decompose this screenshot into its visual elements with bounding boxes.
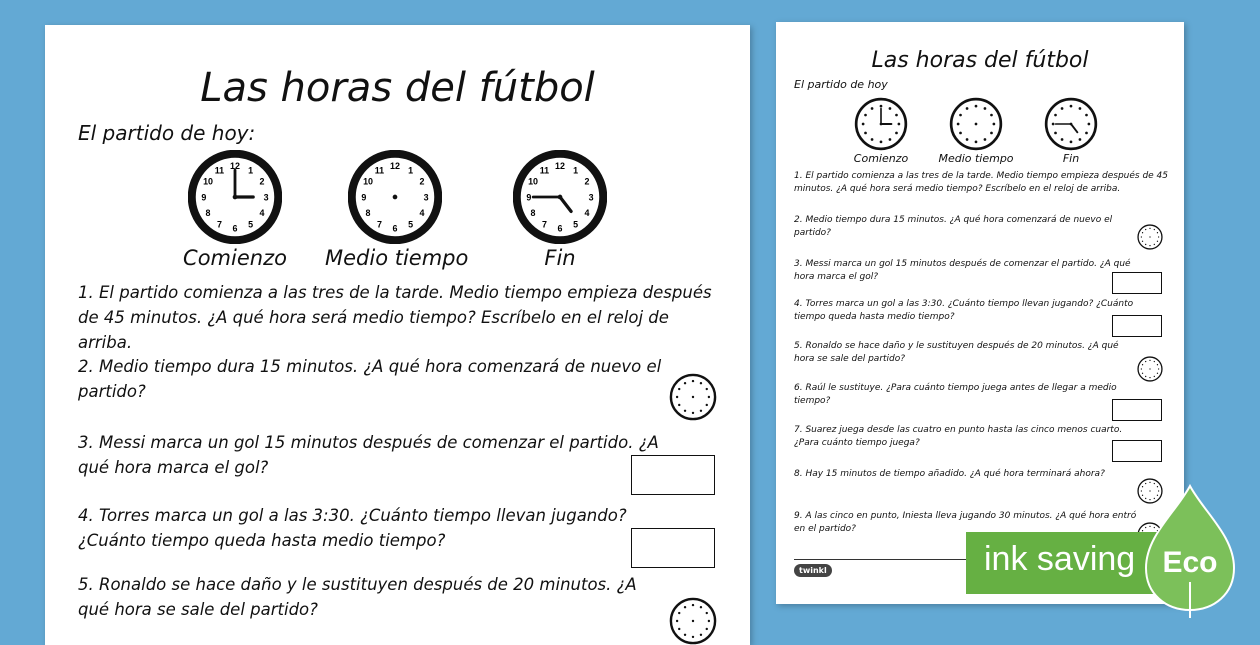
- clock-tick: [706, 612, 708, 614]
- clock-tick: [1142, 364, 1143, 365]
- clock-tick: [975, 141, 978, 144]
- clock-tick: [1141, 368, 1142, 369]
- clock-end-label: Fin: [544, 246, 576, 270]
- clock-tick: [692, 636, 694, 638]
- clock-tick: [895, 114, 898, 117]
- clock-tick: [1085, 114, 1088, 117]
- clock-tick: [1145, 376, 1146, 377]
- clock-tick: [1061, 107, 1064, 110]
- question-3: 3. Messi marca un gol 15 minutos después de comenzar el partido. ¿A qué hora marca el gol?: [78, 433, 659, 477]
- clock-numeral: 7: [376, 219, 382, 230]
- clock-numeral: 1: [573, 165, 579, 176]
- question-4: 4. Torres marca un gol a las 3:30. ¿Cuánto tiempo llevan jugando? ¿Cuánto tiempo queda hasta medio tiempo?: [78, 506, 627, 550]
- clock-numeral: 2: [259, 176, 265, 187]
- clock-halftime: [325, 150, 469, 270]
- clock-tick: [1154, 244, 1155, 245]
- clock-numeral: 9: [361, 192, 367, 203]
- worksheet-preview-full: [776, 22, 1184, 604]
- clock-tick: [975, 105, 978, 108]
- question-1: 1. El partido comienza a las tres de la tarde. Medio tiempo empieza después de 45 minutos. ¿A qué hora será medio tiempo? Escríbelo en el reloj de arriba.: [794, 171, 1169, 194]
- clock-start-icon: [188, 150, 282, 244]
- answer-box[interactable]: [1112, 440, 1162, 462]
- clock-tick: [1142, 241, 1143, 242]
- clock-halftime-label: Medio tiempo: [938, 152, 1014, 165]
- clock-numeral: 3: [423, 192, 429, 203]
- clock-numeral: 1: [408, 165, 414, 176]
- clock-tick: [1158, 236, 1159, 237]
- clock-tick: [1154, 229, 1155, 230]
- clock-tick: [966, 138, 969, 141]
- clock-tick: [1141, 236, 1142, 237]
- clock-tick: [1158, 368, 1159, 369]
- eco-leaf-icon: [1140, 482, 1240, 622]
- clock-start-label: Comienzo: [853, 152, 909, 165]
- question-9: 9. A las cinco en punto, Iniesta lleva jugando 30 minutos. ¿A qué hora entró en el partido?: [794, 511, 1137, 534]
- clock-numeral: 5: [248, 219, 254, 230]
- clock-tick: [1157, 373, 1158, 374]
- clock-tick: [678, 612, 680, 614]
- clock-tick: [984, 107, 987, 110]
- clock-numeral: 4: [584, 207, 590, 218]
- clock-tick: [898, 123, 901, 126]
- clock-numeral: 10: [528, 176, 539, 187]
- answer-clock-icon: [669, 597, 717, 645]
- clock-tick: [895, 132, 898, 135]
- answer-clock-icon: [669, 373, 717, 421]
- clock-numeral: 12: [555, 161, 565, 172]
- clock-tick: [1052, 123, 1055, 126]
- clock-tick: [1149, 377, 1150, 378]
- clock-tick: [889, 107, 892, 110]
- question-8: 8. Hay 15 minutos de tiempo añadido. ¿A qué hora terminará ahora?: [794, 469, 1105, 479]
- clock-halftime-icon: [348, 150, 442, 244]
- clock-end: [1036, 97, 1106, 165]
- clock-start: [175, 150, 295, 270]
- clock-tick: [692, 604, 694, 606]
- answer-box[interactable]: [631, 455, 715, 495]
- clock-tick: [700, 382, 702, 384]
- clock-tick: [1088, 123, 1091, 126]
- clock-tick: [1157, 232, 1158, 233]
- clock-tick: [966, 107, 969, 110]
- clock-numeral: 2: [419, 176, 425, 187]
- clock-numeral: 6: [392, 223, 398, 234]
- answer-clock-icon: [1137, 356, 1163, 382]
- question-5: 5. Ronaldo se hace daño y le sustituyen después de 20 minutos. ¿A qué hora se sale del partido?: [794, 341, 1119, 364]
- answer-clock-icon: [1137, 224, 1163, 250]
- answer-box[interactable]: [1112, 272, 1162, 294]
- clock-numeral: 6: [557, 223, 563, 234]
- clock-tick: [864, 114, 867, 117]
- clock-tick: [684, 410, 686, 412]
- clock-numeral: 12: [390, 161, 400, 172]
- clock-tick: [706, 404, 708, 406]
- clock-tick: [1142, 232, 1143, 233]
- answer-box[interactable]: [1112, 315, 1162, 337]
- clock-numeral: 11: [374, 165, 385, 176]
- clock-numeral: 6: [232, 223, 238, 234]
- clock-tick: [1145, 244, 1146, 245]
- clock-numeral: 3: [263, 192, 269, 203]
- brand-logo: twinkl: [794, 564, 832, 577]
- worksheet-preview-large: [45, 25, 750, 645]
- clock-tick: [1145, 361, 1146, 362]
- clock-tick: [676, 620, 678, 622]
- clock-start: [846, 97, 916, 165]
- clock-numeral: 4: [419, 207, 425, 218]
- clock-tick: [1154, 376, 1155, 377]
- clock-numeral: 4: [259, 207, 265, 218]
- question-6: 6. Raúl le sustituye. ¿Para cuánto tiempo juega antes de llegar a medio tiempo?: [794, 383, 1117, 406]
- clock-tick: [1142, 373, 1143, 374]
- clock-numeral: 7: [216, 219, 222, 230]
- clock-end: [505, 150, 615, 270]
- clock-tick: [700, 410, 702, 412]
- clock-tick: [959, 132, 962, 135]
- clock-numeral: 7: [541, 219, 547, 230]
- clock-numeral: 8: [530, 207, 536, 218]
- clock-tick: [957, 123, 960, 126]
- clock-tick: [871, 138, 874, 141]
- clock-start-label: Comienzo: [183, 246, 287, 270]
- clock-tick: [1061, 138, 1064, 141]
- clock-tick: [993, 123, 996, 126]
- clock-numeral: 10: [203, 176, 214, 187]
- clock-tick: [1149, 245, 1150, 246]
- ink-saving-label: ink saving: [984, 540, 1136, 578]
- clock-tick: [871, 107, 874, 110]
- clock-tick: [1154, 361, 1155, 362]
- clock-tick: [706, 388, 708, 390]
- worksheet-subtitle: El partido de hoy:: [78, 121, 256, 145]
- clock-tick: [990, 114, 993, 117]
- clock-tick: [880, 141, 883, 144]
- clock-tick: [1149, 360, 1150, 361]
- clock-numeral: 11: [214, 165, 225, 176]
- question-5: 5. Ronaldo se hace daño y le sustituyen después de 20 minutos. ¿A qué hora se sale del partido?: [78, 575, 637, 619]
- clock-tick: [864, 132, 867, 135]
- clock-numeral: 9: [201, 192, 207, 203]
- clock-halftime: [931, 97, 1021, 165]
- answer-box[interactable]: [631, 528, 715, 568]
- clock-tick: [1085, 132, 1088, 135]
- clock-tick: [880, 105, 883, 108]
- worksheet-title: Las horas del fútbol: [871, 48, 1089, 73]
- clock-tick: [678, 404, 680, 406]
- clock-tick: [1149, 228, 1150, 229]
- clock-numeral: 10: [363, 176, 374, 187]
- clock-numeral: 8: [205, 207, 211, 218]
- clock-tick: [708, 396, 710, 398]
- clock-tick: [676, 396, 678, 398]
- clock-tick: [1054, 114, 1057, 117]
- clock-tick: [862, 123, 865, 126]
- clock-tick: [684, 634, 686, 636]
- eco-label: Eco: [1162, 546, 1218, 579]
- clock-halftime-label: Medio tiempo: [325, 246, 469, 270]
- question-2: 2. Medio tiempo dura 15 minutos. ¿A qué hora comenzará de nuevo el partido?: [794, 215, 1113, 238]
- clock-end-label: Fin: [1062, 152, 1080, 165]
- question-1: 1. El partido comienza a las tres de la tarde. Medio tiempo empieza después de 45 minutos. ¿A qué hora será medio tiempo? Escríbelo en el reloj de arriba.: [78, 283, 712, 352]
- answer-box[interactable]: [1112, 399, 1162, 421]
- clock-numeral: 3: [588, 192, 594, 203]
- clock-tick: [1145, 229, 1146, 230]
- clock-tick: [684, 606, 686, 608]
- worksheet-title: Las horas del fútbol: [200, 65, 595, 111]
- clock-numeral: 12: [230, 161, 240, 172]
- clock-tick: [692, 412, 694, 414]
- clock-numeral: 2: [584, 176, 590, 187]
- question-4: 4. Torres marca un gol a las 3:30. ¿Cuánto tiempo llevan jugando? ¿Cuánto tiempo queda hasta medio tiempo?: [794, 299, 1134, 322]
- question-7: 7. Suarez juega desde las cuatro en punto hasta las cinco menos cuarto. ¿Para cuánto tiempo juega?: [794, 425, 1123, 448]
- clock-tick: [1157, 241, 1158, 242]
- clock-tick: [1157, 364, 1158, 365]
- clock-halftime-icon: [949, 97, 1003, 151]
- clock-tick: [700, 634, 702, 636]
- clock-tick: [984, 138, 987, 141]
- question-2: 2. Medio tiempo dura 15 minutos. ¿A qué hora comenzará de nuevo el partido?: [78, 357, 662, 401]
- clock-numeral: 5: [573, 219, 579, 230]
- clock-numeral: 8: [365, 207, 371, 218]
- clock-tick: [1079, 138, 1082, 141]
- clock-numeral: 9: [526, 192, 532, 203]
- clock-tick: [708, 620, 710, 622]
- question-3: 3. Messi marca un gol 15 minutos después de comenzar el partido. ¿A qué hora marca el gol?: [794, 259, 1131, 282]
- clock-tick: [678, 388, 680, 390]
- clock-end-icon: [513, 150, 607, 244]
- clock-numeral: 11: [539, 165, 550, 176]
- clock-numeral: 1: [248, 165, 254, 176]
- clock-tick: [889, 138, 892, 141]
- clock-tick: [1079, 107, 1082, 110]
- clock-tick: [990, 132, 993, 135]
- clock-tick: [700, 606, 702, 608]
- clock-tick: [684, 382, 686, 384]
- clock-end-icon: [1044, 97, 1098, 151]
- clock-tick: [692, 380, 694, 382]
- clock-tick: [1070, 141, 1073, 144]
- clock-start-icon: [854, 97, 908, 151]
- clock-tick: [1054, 132, 1057, 135]
- clock-tick: [1070, 105, 1073, 108]
- worksheet-subtitle: El partido de hoy: [794, 78, 888, 91]
- clock-tick: [959, 114, 962, 117]
- clock-numeral: 5: [408, 219, 414, 230]
